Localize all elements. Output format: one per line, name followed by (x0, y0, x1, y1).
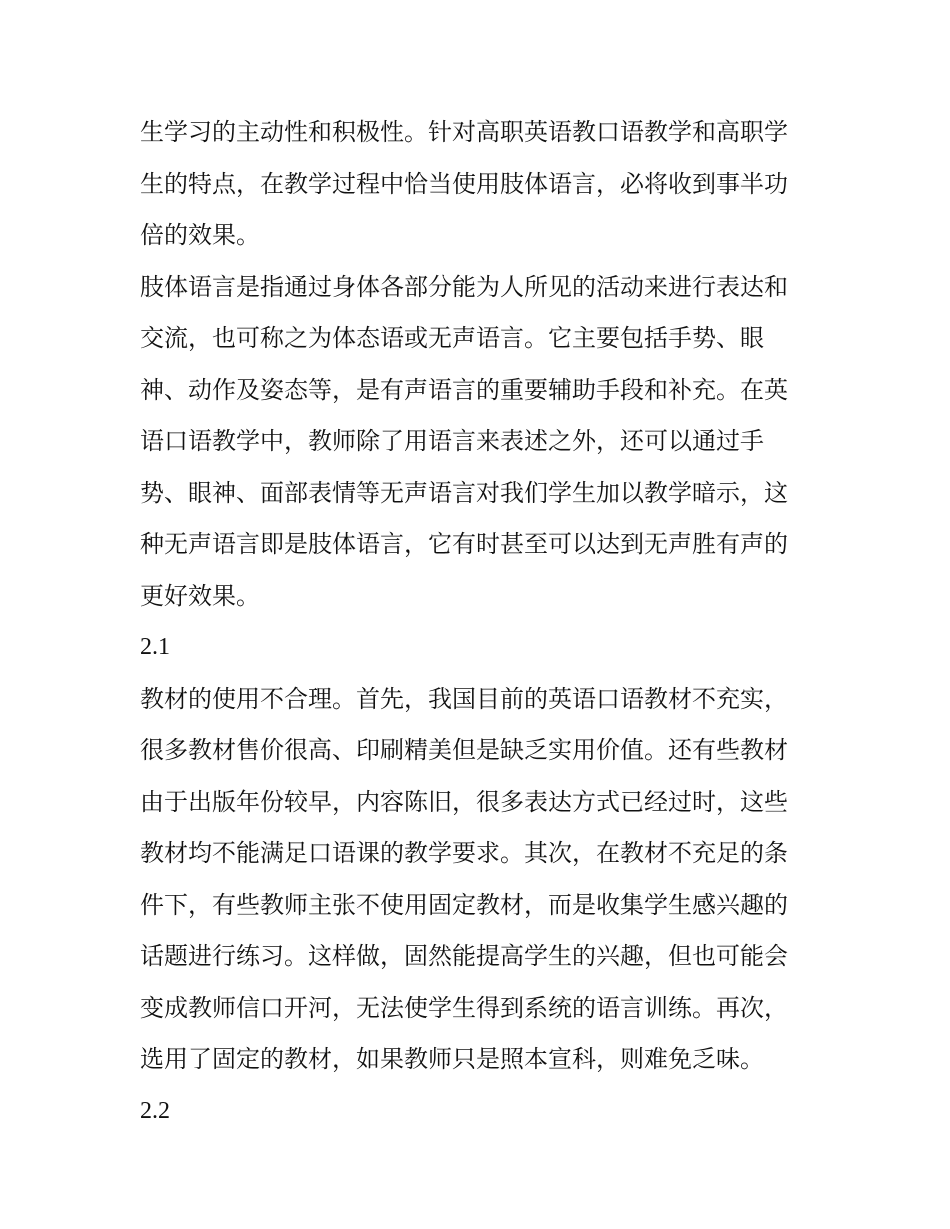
text-line: 生的特点，在教学过程中恰当使用肢体语言，必将收到事半功 (140, 169, 788, 198)
text-line: 很多教材售价很高、印刷精美但是缺乏实用价值。还有些教材 (140, 736, 788, 764)
text-line: 交流，也可称之为体态语或无声语言。它主要包括手势、眼 (140, 324, 764, 352)
text-line: 选用了固定的教材，如果教师只是照本宣科，则难免乏味。 (140, 1045, 764, 1073)
text-line: 话题进行练习。这样做，固然能提高学生的兴趣，但也可能会 (140, 942, 788, 970)
section-heading-2-2: 2.2 (140, 1097, 170, 1124)
text-line: 更好效果。 (140, 581, 260, 610)
text-line: 倍的效果。 (140, 221, 260, 249)
text-line: 肢体语言是指通过身体各部分能为人所见的活动来进行表达和 (140, 272, 788, 301)
paragraph-textbook-usage (140, 674, 820, 1086)
paragraph-intro-continuation (140, 107, 820, 262)
document-page (140, 107, 820, 1137)
text-line: 由于出版年份较早，内容陈旧，很多表达方式已经过时，这些 (140, 787, 788, 816)
text-line: 语口语教学中，教师除了用语言来表述之外，还可以通过手 (140, 427, 764, 455)
paragraph-body-language (140, 262, 820, 623)
text-line: 教材的使用不合理。首先，我国目前的英语口语教材不充实， (140, 684, 788, 713)
text-line: 势、眼神、面部表情等无声语言对我们学生加以教学暗示，这 (140, 478, 788, 507)
text-line: 变成教师信口开河，无法使学生得到系统的语言训练。再次， (140, 993, 788, 1022)
section-heading-2-1: 2.1 (140, 634, 170, 660)
text-line: 生学习的主动性和积极性。针对高职英语教口语教学和高职学 (140, 118, 788, 146)
text-line: 件下，有些教师主张不使用固定教材，而是收集学生感兴趣的 (140, 890, 788, 919)
text-line: 种无声语言即是肢体语言，它有时甚至可以达到无声胜有声的 (140, 530, 788, 558)
text-line: 神、动作及姿态等，是有声语言的重要辅助手段和补充。在英 (140, 375, 788, 404)
text-line: 教材均不能满足口语课的教学要求。其次，在教材不充足的条 (140, 839, 788, 867)
